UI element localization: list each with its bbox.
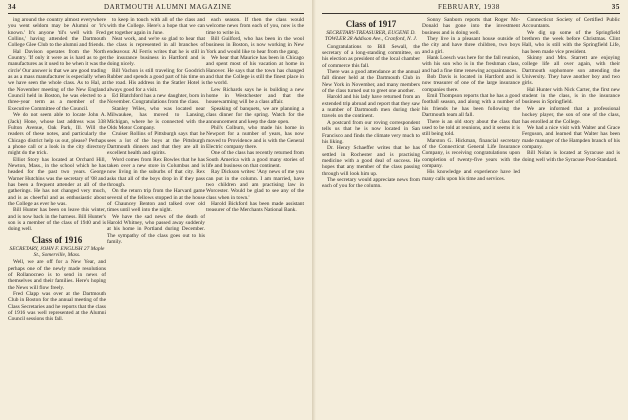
paragraph: Cruiser Rollins of Pittsburgh says that he sees a lot of the boys at the Pittsburgh Dartmouth dinners and that they are all in excellent health and spirits.: [107, 131, 205, 157]
paragraph: Dr. Henry Schaeffer writes that he has settled in Rochester and is practising medicine with a good deal of success. He hopes that any member of the class passing through will look him up.: [322, 145, 420, 177]
paragraph: ing around the country almost everywhere you went seldom may be Alumni or 'it's known.' It's anyone 'til's well with Fred Collins,' having attended the Dartmouth College Glee Club to the alumni and friends.: [8, 17, 106, 49]
paragraph: They live in a pleasant house outside of the city and have three children, two boys and a girl.: [422, 36, 520, 55]
paragraph: There is an old story about the class that used to be told at reunions, and it seems it is still being told.: [422, 118, 520, 138]
paragraph: On the return trip from the Harvard game several of the fellows stopped in at the house of Chauncey Benton and talked over old times until well into the night.: [107, 188, 205, 214]
column-right-1: [322, 17, 420, 417]
paragraph: Ed Blatchford has a new daughter, born in November. Congratulations from the class.: [107, 93, 205, 106]
column-left-1: [8, 17, 106, 417]
paragraph: Bill Hunter has been on leave this winter, and is now back in the harness. Bill Hunter's son is a member of the class of 1940 and is doing well.: [8, 207, 106, 233]
left-header-rule: [8, 13, 304, 14]
column-left-2: [107, 17, 205, 417]
paragraph: Harold Bickford has been made assistant treasurer of the Merchants National Bank.: [206, 200, 304, 214]
paragraph: Hal Hunter with Nick Carter, the first new student in the class, is in the insurance business in Springfield.: [522, 86, 620, 106]
paragraph: Neat work, and we're so glad to hear that the class is represented in all branches of endeavour. Al Ferris writes that he is still in the insurance business in Hartford and is doing nicely.: [107, 36, 205, 68]
paragraph: Fred Clapp was over at the Dartmouth Club in Boston for the annual meeting of the Class Secretaries and he reports that the class of 1916 was well represented at the Alumni Council sessions this fall.: [8, 291, 106, 323]
paragraph: A postcard from our roving correspondent tells us that he is now located in San Francisco and finds the climate very much to his liking.: [322, 119, 420, 145]
paragraph: Skinny and Mrs. Starrett are enjoying college life all over again, with their Dartmouth sophomore son attending the University. They have another boy and two girls.: [522, 55, 620, 87]
paragraph: We have the sad news of the death of Harold Whitney, who passed away suddenly at his home in Portland during December. The sympathy of the class goes out to his family.: [107, 213, 205, 246]
paragraph: Emil Thompson reports that he has a good football season, and along with a number of his friends he has been following the Dartmouth team all fall.: [422, 93, 520, 119]
paragraph: We hear that Maurice has been in Chicago and spent most of his vacation at home in Hanover. He says that the town has changed and that the College is still the finest place in the world.: [206, 55, 304, 87]
column-right-2: [422, 17, 520, 417]
paragraph: Word comes from Rex Bowles that he has taken over a new store in Columbus and is now living in the suburbs of that city. Rex asks that all of the boys drop in if they pass through.: [107, 156, 205, 188]
right-page-header: [322, 3, 620, 13]
column-left-3: [206, 17, 304, 417]
paragraph: Ray Dickson writes: 'Any news of me you can put in the column. I am married, have two children and am practising law in Worcester. Would be glad to see any of the class when in town.': [206, 169, 304, 201]
paragraph: His knowledge and experience have led many calls upon his time and services.: [422, 169, 520, 182]
paragraph: Bill Vachon is still traveling for Goodrich Rubber and spends a good part of his time on the road. His address in the Statler Hotel is always good for a visit.: [107, 67, 205, 93]
paragraph: Well, we are off for a New Year, and perhaps one of the newly made resolutions of Rollanocneo is to send in news of themselves and their families. Here's hoping the News will flow freely.: [8, 259, 106, 291]
paragraph: There was a good attendance at the annual fall dinner held at the Dartmouth Club in New York in November, and many members of the class turned out to greet one another.: [322, 69, 420, 95]
paragraph: Hal Davison operates from the North Country. 'If only it were as is hard as to get manufactures as it used to be when it was the circle' Our answer is that we are good trading as as a mass manufacturer is especially when we have seen the whole class. As to Hal, at the November meeting of the New England Council held in Boston, he was elected to a three-year term as a member of the Executive Committee of the Council.: [8, 48, 106, 112]
paragraph: Phil's Colburn, who made his home in Newport for a number of years, has now moved to Providence and is with the General Electric company there.: [206, 124, 304, 150]
paragraph: Bill Nolan is located at Syracuse and is doing well with the Syracuse Post-Standard.: [522, 150, 620, 163]
paragraph: Hank Loesch was here for the fall reunion, with his son who is in the freshman class, and had a fine time renewing acquaintances.: [422, 55, 520, 74]
right-page-number: 35: [611, 3, 620, 11]
paragraph: We are informed that a professional hockey player, the son of one of the class, has enrolled at the College.: [522, 105, 620, 125]
paragraph: each season. If then the class would welcome news from each of you, now is the time to write in.: [206, 17, 304, 36]
paragraph: Bill Guilford, who has been in the wool business in Boston, is now working in New York and would like to hear from the gang.: [206, 36, 304, 55]
paragraph: Speaking of banquets, we are planning a class dinner for the spring. Watch for the announcement and keep the date open.: [206, 105, 304, 125]
paragraph: Connecticut Society of Certified Public Accountants.: [522, 17, 620, 30]
paragraph: Bob Davis is located in Hartford and is now treasurer of one of the large insurance companies there.: [422, 74, 520, 93]
paragraph: Sonny Sanborn reports that Roger Mc- Donald has gone into the investment business and is doing well.: [422, 17, 520, 36]
right-running-title: FEBRUARY, 1938: [438, 3, 500, 11]
left-page-header: [8, 3, 304, 13]
paragraph: Harold and his lady have returned from an extended trip abroad and report that they saw a number of Dartmouth men during their travels on the continent.: [322, 94, 420, 120]
paragraph: to keep in touch with all of the class and with the College. Here's a hope that we can get together again in June.: [107, 17, 205, 36]
paragraph: Congratulations to Bill Sewall, the secretary of a long-standing committee, on his election as president of the local chamber of commerce this fall.: [322, 43, 420, 69]
class-secretary-line: SECRETARY-TREASURER, EUGENE D. TOWLER 28 Addison Ave., Cranford, N. J.: [324, 30, 418, 43]
left-page-number: 34: [8, 3, 17, 11]
paragraph: Lew Richards says he is building a new home in Westchester and that the housewarming will be a class affair.: [206, 86, 304, 106]
column-right-3: [522, 17, 620, 417]
paragraph: Stanley Wiles, who was located near Milwaukee, has moved to Lansing, Michigan, where he is connected with the Olds Motor Company.: [107, 105, 205, 131]
paragraph: We do not seem able to locate John A. (Jack) Hone, whose last address was 338 Fulton Avenue, Oak Park, Ill. Will the readers of these notes, and particularly the Chicago district help us out, please? Perhaps a phone call or a look in the city directory might do the trick.: [8, 112, 106, 157]
paragraph: The secretary would appreciate news from each of you for the column.: [322, 176, 420, 190]
paragraph: We had a nice visit with Walter and Grace Ferguson, and learned that Walter has been made manager of the Hampden branch of his company.: [522, 124, 620, 150]
class-heading: Class of 1916: [31, 234, 83, 245]
left-running-title: DARTMOUTH ALUMNI MAGAZINE: [104, 3, 232, 11]
paragraph: Marston G. Hickman, financial secretary of the Connecticut General Life Insurance Company, is receiving congratulations upon completion of twenty-five years with the company.: [422, 137, 520, 169]
class-heading: Class of 1917: [345, 19, 397, 29]
paragraph: Elliot Story has located at Orchard Hill, Newton, Mass., in the school which he has headed for the past two years. George Warner Hutchins was the secretary of '08 and has been a frequent attender at all of the gatherings. He has not changed very much, and is as cheerful and as enthusiastic about the College as ever he was.: [8, 156, 106, 207]
class-secretary-line: SECRETARY, JOHN F. ENGLISH 27 Maple St., Somerville, Mass.: [9, 245, 105, 259]
page-gutter: [312, 0, 316, 420]
right-header-rule: [322, 13, 620, 14]
paragraph: One of the class has recently returned from South America with a good many stories of life and business on that continent.: [206, 150, 304, 169]
paragraph: We dig up some of the Springfield brethren the week before Christmas. Clint Hall, who is still with the Springfield Life, has been made vice president.: [522, 29, 620, 55]
